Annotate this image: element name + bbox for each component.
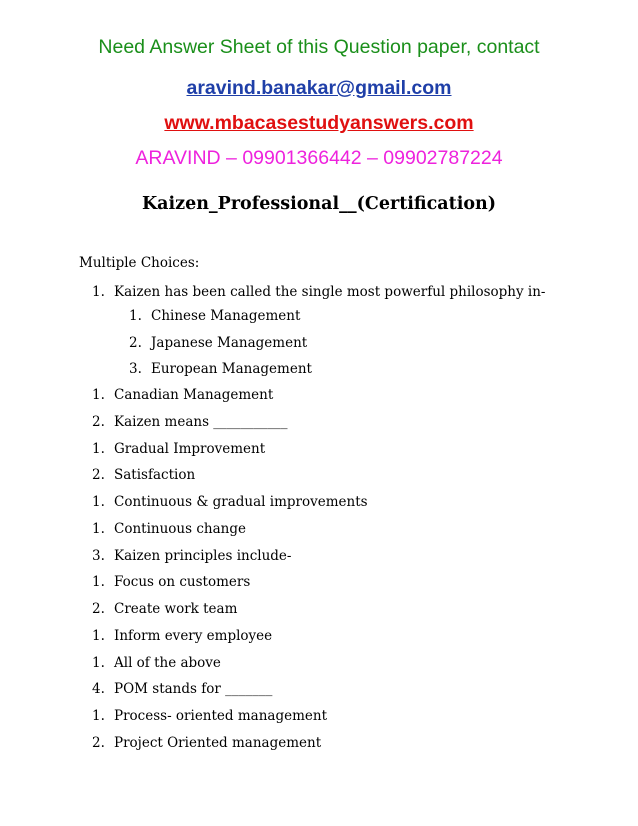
item-text: Japanese Management xyxy=(151,335,308,351)
section-label: Multiple Choices: xyxy=(79,255,200,271)
list-item xyxy=(92,547,291,565)
item-number: 3. xyxy=(129,361,142,377)
list-item xyxy=(92,573,250,591)
item-number: 1. xyxy=(92,628,105,644)
website-link[interactable]: www.mbacasestudyanswers.com xyxy=(164,112,474,134)
item-text: Focus on customers xyxy=(114,574,251,590)
item-number: 1. xyxy=(92,284,105,300)
item-text: Canadian Management xyxy=(114,387,274,403)
item-number: 1. xyxy=(92,574,105,590)
list-item xyxy=(92,654,221,672)
list-item xyxy=(92,440,265,458)
email-link[interactable]: aravind.banakar@gmail.com xyxy=(186,77,452,99)
item-text: Chinese Management xyxy=(151,308,301,324)
item-text: POM stands for _______ xyxy=(114,681,273,697)
item-text: Process- oriented management xyxy=(114,708,327,724)
list-item xyxy=(92,680,272,698)
list-item xyxy=(92,466,195,484)
item-text: Kaizen has been called the single most powerful philosophy in- xyxy=(114,284,546,300)
list-item xyxy=(92,413,288,431)
item-number: 1. xyxy=(92,708,105,724)
item-text: Kaizen means ___________ xyxy=(114,414,288,430)
list-item xyxy=(92,493,368,511)
item-text: Gradual Improvement xyxy=(114,441,266,457)
item-text: Project Oriented management xyxy=(114,735,322,751)
list-item xyxy=(92,734,321,752)
item-number: 1. xyxy=(92,387,105,403)
phone-line: ARAVIND – 09901366442 – 09902787224 xyxy=(135,147,503,169)
item-number: 2. xyxy=(92,467,105,483)
item-text: Satisfaction xyxy=(114,467,196,483)
list-item xyxy=(129,334,307,352)
item-text: Create work team xyxy=(114,601,238,617)
item-text: Kaizen principles include- xyxy=(114,548,292,564)
item-text: Continuous & gradual improvements xyxy=(114,494,368,510)
item-number: 1. xyxy=(92,521,105,537)
item-text: European Management xyxy=(151,361,312,377)
item-text: Continuous change xyxy=(114,521,246,537)
list-item xyxy=(92,386,273,404)
list-item xyxy=(92,283,545,301)
item-number: 2. xyxy=(129,335,142,351)
item-number: 3. xyxy=(92,548,105,564)
item-text: All of the above xyxy=(114,655,221,671)
item-number: 1. xyxy=(92,494,105,510)
item-text: Inform every employee xyxy=(114,628,273,644)
item-number: 2. xyxy=(92,414,105,430)
document-title: Kaizen_Professional__(Certification) xyxy=(141,194,497,214)
list-item xyxy=(92,627,272,645)
item-number: 2. xyxy=(92,735,105,751)
list-item xyxy=(129,360,312,378)
item-number: 2. xyxy=(92,601,105,617)
item-number: 4. xyxy=(92,681,105,697)
contact-line: Need Answer Sheet of this Question paper, contact xyxy=(98,36,540,58)
item-number: 1. xyxy=(92,655,105,671)
item-number: 1. xyxy=(92,441,105,457)
website-link-row xyxy=(0,112,638,135)
list-item xyxy=(92,600,237,618)
list-item xyxy=(129,307,300,325)
list-item xyxy=(92,520,246,538)
list-item xyxy=(92,707,327,725)
item-number: 1. xyxy=(129,308,142,324)
email-link-row xyxy=(0,77,638,100)
